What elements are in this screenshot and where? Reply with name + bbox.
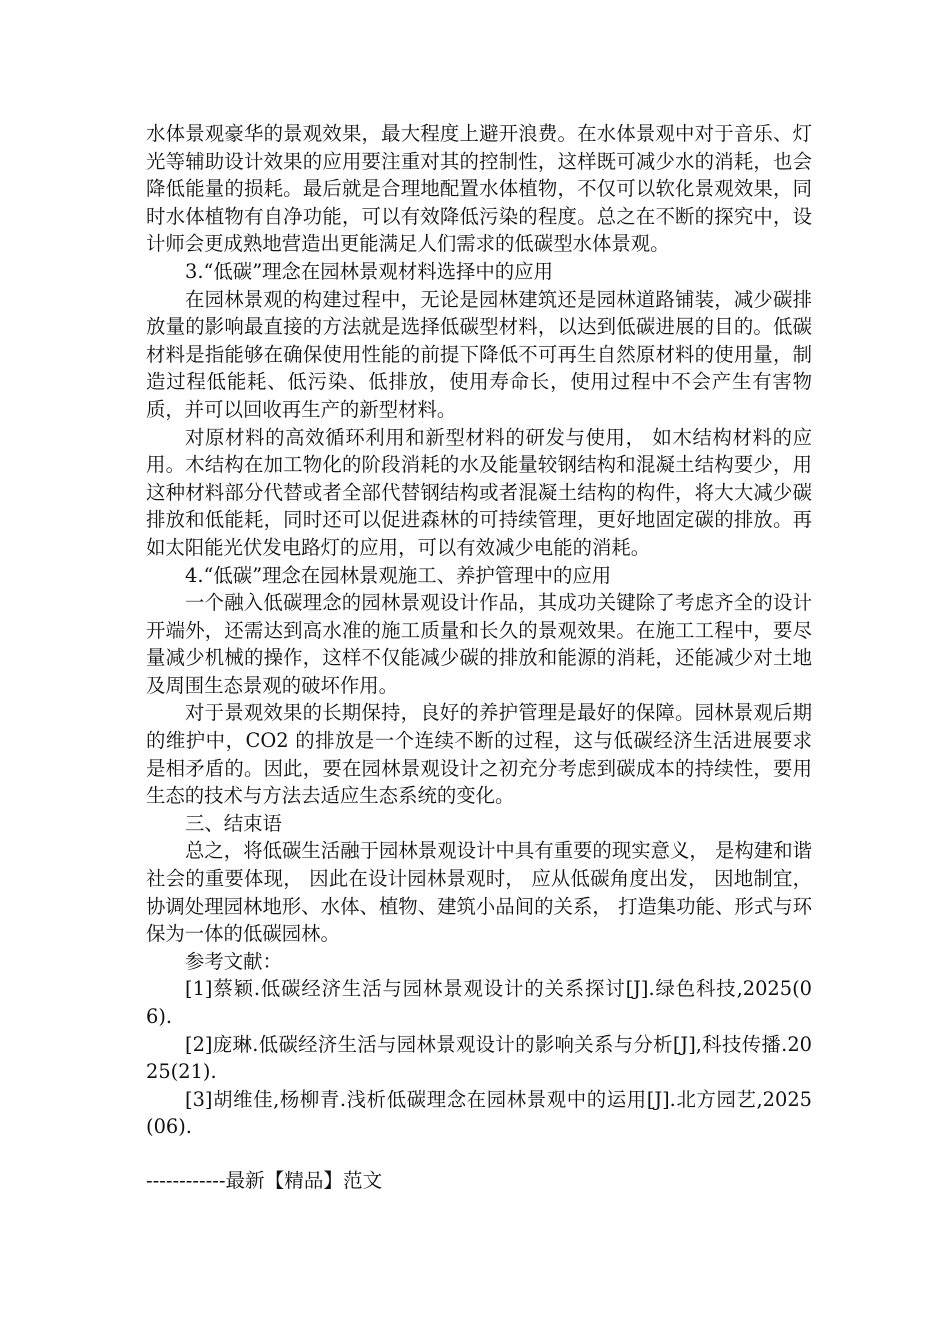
paragraph-low-carbon-materials: 在园林景观的构建过程中，无论是园林建筑还是园林道路铺装，减少碳排放量的影响最直接的方法就是选择低碳型材料，以达到低碳进展的目的。低碳材料是指能够在确保使用性能的前提下降低不可再生自然原材料的使用量，制造过程低能耗、低污染、低排放，使用寿命长，使用过程中不会产生有害物质，并可以回收再生产的新型材料。 [146,287,812,421]
reference-item-1: [1]蔡颖.低碳经济生活与园林景观设计的关系探讨[J].绿色科技,2025(06). [146,977,812,1028]
document-body [146,120,812,1141]
section-heading-conclusion: 三、结束语 [185,811,282,835]
paragraph-conclusion: 总之，将低碳生活融于园林景观设计中具有重要的现实意义， 是构建和谐社会的重要体现， 因此在设计园林景观时， 应从低碳角度出发， 因地制宜， 协调处理园林地形、水体、植物、建筑小品间的关系， 打造集功能、形式与环保为一体的低碳园林。 [146,839,812,946]
reference-item-3: [3]胡维佳,杨柳青.浅析低碳理念在园林景观中的运用[J].北方园艺,2025(06). [146,1087,812,1139]
reference-item-2: [2]庞琳.低碳经济生活与园林景观设计的影响关系与分析[J],科技传播.2025(21). [146,1032,812,1084]
page-footer: ------------最新【精品】范文 [146,1169,383,1192]
section-heading-materials: 3.“低碳”理念在园林景观材料选择中的应用 [185,259,553,283]
paragraph-wood-structure: 对原材料的高效循环利用和新型材料的研发与使用， 如木结构材料的应用。木结构在加工物化的阶段消耗的水及能量较钢结构和混凝土结构要少，用这种材料部分代替或者全部代替钢结构或者混凝土结构的构件，将大大减少碳排放和低能耗，同时还可以促进森林的可持续管理，更好地固定碳的排放。再如太阳能光伏发电路灯的应用，可以有效减少电能的消耗。 [146,425,812,559]
paragraph-water-landscape: 水体景观豪华的景观效果，最大程度上避开浪费。在水体景观中对于音乐、灯光等辅助设计效果的应用要注重对其的控制性，这样既可减少水的消耗，也会降低能量的损耗。最后就是合理地配置水体植物，不仅可以软化景观效果，同时水体植物有自净功能，可以有效降低污染的程度。总之在不断的探究中，设计师会更成熟地营造出更能满足人们需求的低碳型水体景观。 [146,122,812,256]
paragraph-construction-quality: 一个融入低碳理念的园林景观设计作品，其成功关键除了考虑齐全的设计开端外，还需达到高水准的施工质量和长久的景观效果。在施工工程中，要尽量减少机械的操作，这样不仅能减少碳的排放和能源的消耗，还能减少对土地及周围生态景观的破坏作用。 [146,591,812,697]
section-heading-construction: 4.“低碳”理念在园林景观施工、养护管理中的应用 [185,563,612,587]
references-heading: 参考文献： [185,949,282,973]
paragraph-maintenance: 对于景观效果的长期保持，良好的养护管理是最好的保障。园林景观后期的维护中，CO2 的排放是一个连续不断的过程，这与低碳经济生活进展要求是相矛盾的。因此，要在园林景观设计之初充分考虑到碳成本的持续性，要用生态的技术与方法去适应生态系统的变化。 [146,701,812,808]
